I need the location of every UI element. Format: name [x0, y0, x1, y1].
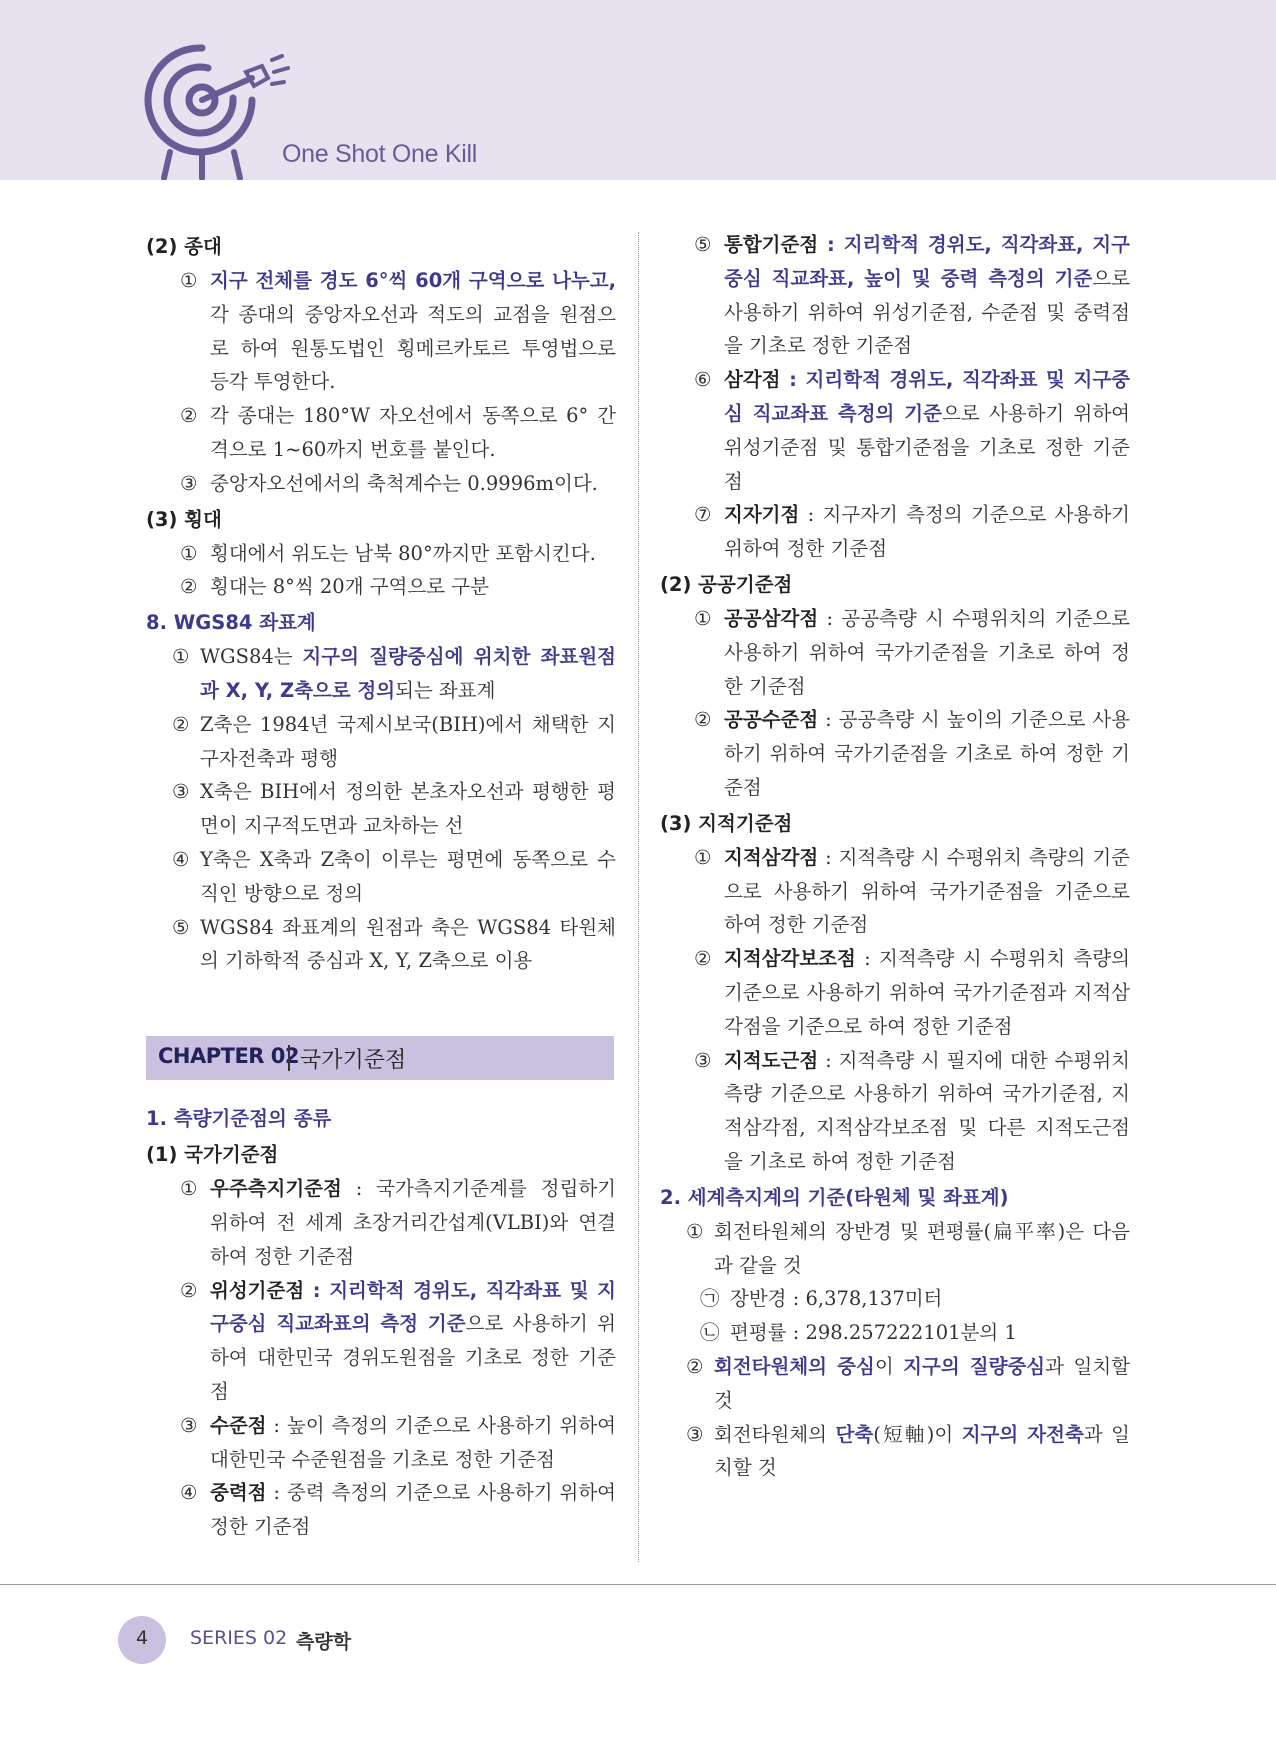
list-item: ③ 회전타원체의 단축(短軸)이 지구의 자전축과 일치할 것: [686, 1422, 1130, 1480]
list-item: ② 각 종대는 180°W 자오선에서 동쪽으로 6° 간격으로 1~60까지 번호를 붙인다.: [180, 404, 616, 461]
list-item: ① WGS84는 지구의 질량중심에 위치한 좌표원점과 X, Y, Z축으로 정의되는 좌표계: [172, 645, 617, 702]
section-heading-world-geodetic: 2. 세계측지계의 기준(타원체 및 좌표계): [660, 1185, 1009, 1209]
list-item: ⑤ WGS84 좌표계의 원점과 축은 WGS84 타원체의 기하학적 중심과 X, Y, Z축으로 이용: [172, 915, 616, 973]
list-item: ⑤ 통합기준점 : 지리학적 경위도, 직각좌표, 지구중심 직교좌표, 높이 및 중력 측정의 기준으로 사용하기 위하여 위성기준점, 수준점 및 중력점을 기초로 정한 기준점: [694, 233, 1130, 358]
list-item: ⑥ 삼각점 : 지리학적 경위도, 직각좌표 및 지구중심 직교좌표 측정의 기준으로 사용하기 위하여 위성기준점 및 통합기준점을 기초로 정한 기준점: [694, 368, 1130, 493]
list-item: ① 공공삼각점 : 공공측량 시 수평위치의 기준으로 사용하기 위하여 국가기준점을 기초로 하여 정한 기준점: [694, 606, 1130, 698]
page-number: 4: [135, 1627, 149, 1649]
list-item: ② 위성기준점 : 지리학적 경위도, 직각좌표 및 지구중심 직교좌표의 측정 기준으로 사용하기 위하여 대한민국 경위도원점을 기초로 정한 기준점: [180, 1278, 616, 1403]
sub-item: ㉡ 편평률 : 298.257222101분의 1: [700, 1321, 1017, 1345]
list-item: ③ 수준점 : 높이 측정의 기준으로 사용하기 위하여 대한민국 수준원점을 기초로 정한 기준점: [180, 1413, 616, 1471]
chapter-separator: [288, 1045, 290, 1071]
section-heading-public: (2) 공공기준점: [660, 572, 793, 596]
list-item: ① 회전타원체의 장반경 및 편평률(扁平率)은 다음과 같을 것: [686, 1219, 1130, 1277]
list-item: ② 지적삼각보조점 : 지적측량 시 수평위치 측량의 기준으로 사용하기 위하여 국가기준점과 지적삼각점을 기준으로 하여 정한 기준점: [694, 947, 1130, 1038]
list-item: ③ 지적도근점 : 지적측량 시 필지에 대한 수평위치 측량 기준으로 사용하기 위하여 국가기준점, 지적삼각점, 지적삼각보조점 및 다른 지적도근점을 기초로 하여 정한 기준점: [694, 1048, 1130, 1173]
list-item: ③ X축은 BIH에서 정의한 본초자오선과 평행한 평면이 지구적도면과 교차하는 선: [172, 780, 616, 838]
list-item: ③ 중앙자오선에서의 축척계수는 0.9996m이다.: [180, 471, 598, 495]
footer-rule: [0, 1584, 1276, 1585]
section-heading-kinds: 1. 측량기준점의 종류: [146, 1107, 332, 1131]
list-item: ① 지구 전체를 경도 6°씩 60개 구역으로 나누고, 각 종대의 중앙자오선과 적도의 교점을 원점으로 하여 원통도법인 횡메르카토르 투영법으로 등각 투영한다.: [180, 269, 616, 394]
list-item: ② 회전타원체의 중심이 지구의 질량중심과 일치할 것: [686, 1354, 1130, 1412]
chapter-label: CHAPTER 02: [158, 1044, 300, 1069]
brand-slogan: One Shot One Kill: [282, 140, 478, 168]
list-item: ④ Y축은 X축과 Z축이 이루는 평면에 동쪽으로 수직인 방향으로 정의: [172, 847, 616, 905]
section-heading-band: (3) 횡대: [146, 507, 222, 531]
list-item: ① 우주측지기준점 : 국가측지기준계를 정립하기 위하여 전 세계 초장거리간섭계(VLBI)와 연결하여 정한 기준점: [180, 1177, 616, 1268]
sub-item: ㉠ 장반경 : 6,378,137미터: [700, 1287, 943, 1311]
chapter-title: 국가기준점: [300, 1048, 407, 1074]
section-heading-national: (1) 국가기준점: [146, 1143, 279, 1167]
subject-label: 측량학: [296, 1631, 352, 1653]
right-column: [660, 228, 1130, 1485]
section-heading-cadastral: (3) 지적기준점: [660, 811, 793, 835]
series-label: SERIES 02: [190, 1627, 288, 1649]
section-heading-wgs84: 8. WGS84 좌표계: [146, 611, 316, 635]
list-item: ① 횡대에서 위도는 남북 80°까지만 포함시킨다.: [180, 541, 596, 565]
list-item: ④ 중력점 : 중력 측정의 기준으로 사용하기 위하여 정한 기준점: [180, 1481, 616, 1539]
list-item: ⑦ 지자기점 : 지구자기 측정의 기준으로 사용하기 위하여 정한 기준점: [694, 503, 1130, 561]
column-divider: [638, 232, 639, 1562]
chapter-banner: [146, 1036, 614, 1080]
left-column: [146, 228, 616, 1544]
list-item: ① 지적삼각점 : 지적측량 시 수평위치 측량의 기준으로 사용하기 위하여 국가기준점을 기준으로 하여 정한 기준점: [694, 845, 1130, 937]
list-item: ② Z축은 1984년 국제시보국(BIH)에서 채택한 지구자전축과 평행: [172, 712, 616, 770]
section-heading-zone: (2) 종대: [146, 235, 222, 258]
list-item: ② 횡대는 8°씩 20개 구역으로 구분: [180, 575, 489, 599]
list-item: ② 공공수준점 : 공공측량 시 높이의 기준으로 사용하기 위하여 국가기준점을 기초로 하여 정한 기준점: [694, 708, 1130, 799]
